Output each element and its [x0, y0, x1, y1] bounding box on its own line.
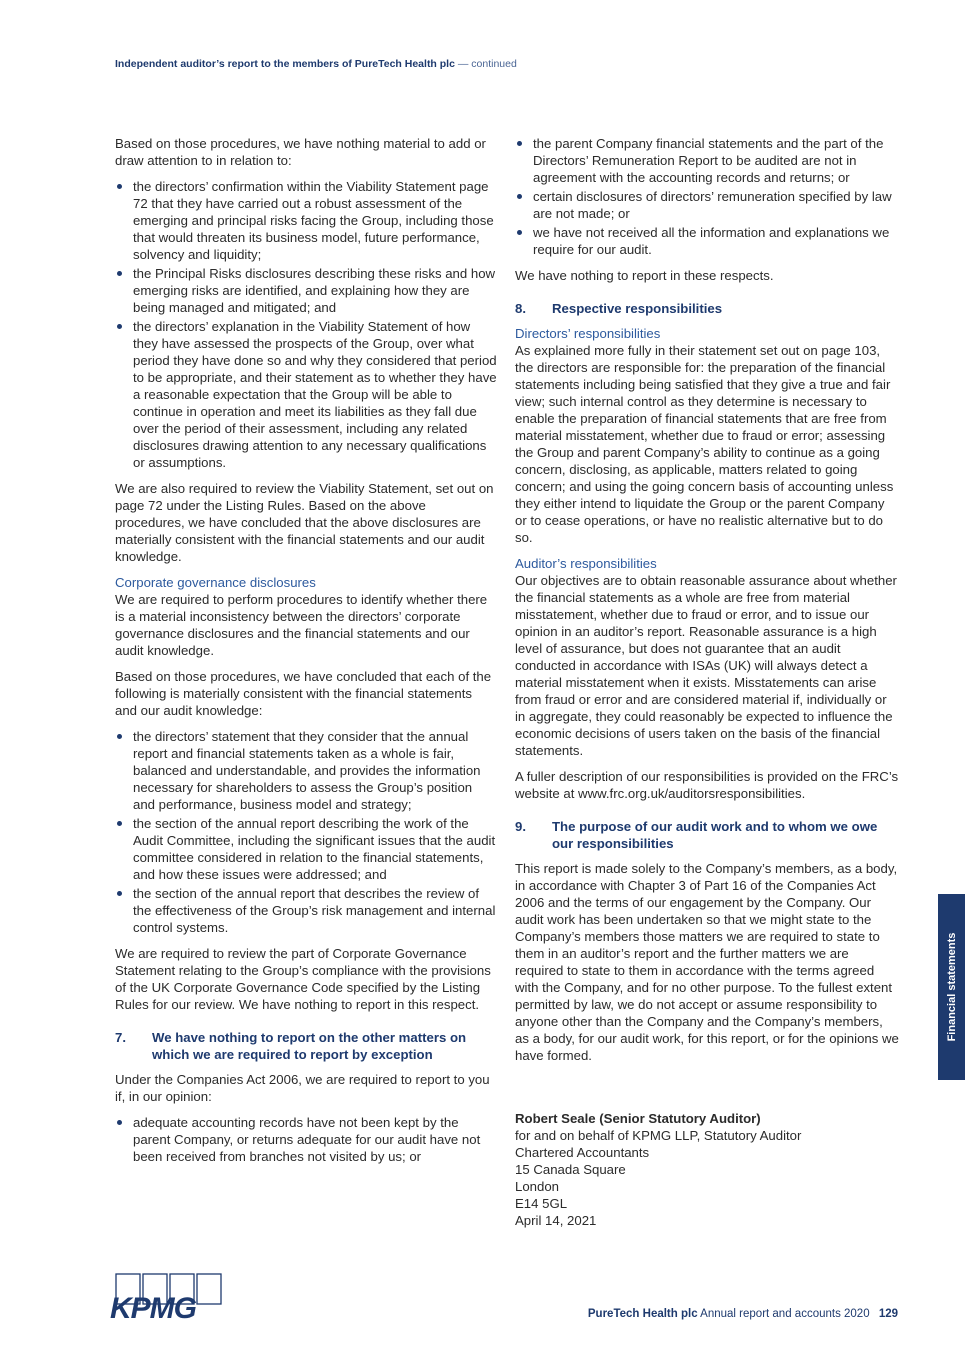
bullet-list	[515, 135, 899, 258]
list-item: we have not received all the information and explanations we require for our audit.	[515, 224, 899, 258]
signature-block	[515, 1110, 899, 1229]
side-tab-label: Financial statements	[945, 932, 958, 1042]
list-item: the directors’ explanation in the Viability Statement of how they have assessed the prospects of the Group, over what period they have done so and why they considered that period to be appropriate, and their statement as to whether they have a reasonable expectation that the Group will be able to continue in operation and meet its liabilities as they fall due over the period of their assessment, including any related disclosures drawing attention to any necessary qualifications or assumptions.	[115, 318, 497, 471]
logo-text: KPMG	[110, 1292, 196, 1323]
paragraph: As explained more fully in their statement set out on page 103, the directors are responsible for: the preparation of the financial statements including being satisfied that they give a true and fair view; such internal control as they determine is necessary to enable the preparation of financial statements that are free from material misstatement, whether due to fraud or error; assessing the Group and parent Company’s ability to continue as a going concern, disclosing, as applicable, matters related to going concern; and using the going concern basis of accounting unless they either intend to liquidate the Group or the parent Company or to cease operations, or have no realistic alternative but to do so.	[515, 343, 894, 545]
paragraph: We are also required to review the Viability Statement, set out on page 72 under the Listing Rules. Based on the above procedures, we have concluded that the above disclosures are materially consistent with the financial statements and our audit knowledge.	[115, 481, 494, 564]
section-number: 9.	[515, 819, 526, 834]
list-item: certain disclosures of directors’ remuneration specified by law are not made; or	[515, 188, 899, 222]
bullet-list	[115, 1114, 497, 1165]
header-title: Independent auditor’s report to the members of PureTech Health plc	[115, 58, 455, 70]
right-column	[515, 135, 899, 1229]
paragraph: This report is made solely to the Company’s members, as a body, in accordance with Chapter 3 of Part 16 of the Companies Act 2006 and the terms of our engagement by the Company. Our audit work has been undertaken so that we might state to the Company’s members those matters we are required to state to them in an auditor’s report and the further matters we are required to state to them in accordance with the terms agreed with the Company, and for no other purpose. To the fullest extent permitted by law, we do not accept or assume responsibility to anyone other than the Company and the Company’s members, as a body, for our audit work, for this report, or for the opinions we have formed.	[515, 861, 899, 1063]
signature-date: April 14, 2021	[515, 1213, 597, 1228]
section-title: We have nothing to report on the other matters on which we are required to report by exception	[152, 1030, 467, 1062]
header-continued: — continued	[457, 58, 517, 70]
section-heading-9	[515, 818, 899, 852]
kpmg-logo	[108, 1273, 224, 1323]
signature-line: E14 5GL	[515, 1196, 568, 1211]
list-item: the directors’ confirmation within the Viability Statement page 72 that they have carried out a robust assessment of the emerging and principal risks facing the Group, including those that would threaten its business model, future performance, solvency and liquidity;	[115, 178, 497, 263]
paragraph: Based on those procedures, we have concluded that each of the following is materially consistent with the financial statements and our audit knowledge:	[115, 669, 492, 718]
list-item: the section of the annual report describing the work of the Audit Committee, including the significant issues that the audit committee considered in relation to the financial statements, and how these issues were addressed; and	[115, 815, 497, 883]
section-title: The purpose of our audit work and to whom we owe our responsibilities	[552, 819, 878, 851]
left-column	[115, 135, 497, 1174]
side-tab-financial-statements	[938, 894, 965, 1080]
section-title: Respective responsibilities	[552, 301, 723, 316]
signature-line: for and on behalf of KPMG LLP, Statutory Auditor	[515, 1128, 802, 1143]
subheading-auditors: Auditor’s responsibilities	[515, 556, 657, 571]
signature-line: London	[515, 1179, 560, 1194]
paragraph: Based on those procedures, we have nothing material to add or draw attention to in relation to:	[115, 136, 486, 168]
signature-line: Chartered Accountants	[515, 1145, 650, 1160]
paragraph: We are required to perform procedures to identify whether there is a material inconsistency between the directors’ corporate governance disclosures and the financial statements and our audit knowledge.	[115, 592, 488, 658]
section-heading-7	[115, 1029, 497, 1063]
section-heading-8	[515, 300, 899, 317]
paragraph: A fuller description of our responsibilities is provided on the FRC’s website at www.frc.org.uk/auditorsresponsibilities.	[515, 769, 899, 801]
running-header	[115, 58, 517, 70]
list-item: adequate accounting records have not been kept by the parent Company, or returns adequate for our audit have not been received from branches not visited by us; or	[115, 1114, 497, 1165]
section-number: 7.	[115, 1030, 126, 1045]
section-number: 8.	[515, 301, 526, 316]
list-item: the section of the annual report that describes the review of the effectiveness of the Group’s risk management and internal control systems.	[115, 885, 497, 936]
page-footer	[588, 1308, 898, 1320]
paragraph: We are required to review the part of Corporate Governance Statement relating to the Group’s compliance with the provisions of the UK Corporate Governance Code specified by the Listing Rules for our review. We have nothing to report in this respect.	[115, 946, 491, 1012]
page-number: 129	[878, 1308, 898, 1320]
paragraph: Under the Companies Act 2006, we are required to report to you if, in our opinion:	[115, 1072, 490, 1104]
paragraph: Our objectives are to obtain reasonable assurance about whether the financial statements as a whole are free from material misstatement, whether due to fraud or error, and to issue our opinion in an auditor’s report. Reasonable assurance is a high level of assurance, but does not guarantee that an audit conducted in accordance with ISAs (UK) will always detect a material misstatement when it exists. Misstatements can arise from fraud or error and are considered material if, individually or in aggregate, they could reasonably be expected to influence the economic decisions of users taken on the basis of the financial statements.	[515, 573, 897, 758]
signatory-name: Robert Seale (Senior Statutory Auditor)	[515, 1111, 761, 1126]
list-item: the Principal Risks disclosures describing these risks and how emerging risks are identified, and explaining how they are being managed and mitigated; and	[115, 265, 497, 316]
signature-line: 15 Canada Square	[515, 1162, 626, 1177]
list-item: the parent Company financial statements and the part of the Directors’ Remuneration Report to be audited are not in agreement with the accounting records and returns; or	[515, 135, 899, 186]
footer-report: Annual report and accounts 2020	[700, 1308, 870, 1320]
list-item: the directors’ statement that they consider that the annual report and financial statements taken as a whole is fair, balanced and understandable, and provides the information necessary for shareholders to assess the Group’s position and performance, business model and strategy;	[115, 728, 497, 813]
bullet-list	[115, 728, 497, 936]
paragraph: We have nothing to report in these respects.	[515, 268, 774, 283]
bullet-list	[115, 178, 497, 471]
subheading-corporate-governance: Corporate governance disclosures	[115, 575, 316, 590]
subheading-directors: Directors’ responsibilities	[515, 326, 661, 341]
footer-company: PureTech Health plc	[587, 1308, 698, 1320]
